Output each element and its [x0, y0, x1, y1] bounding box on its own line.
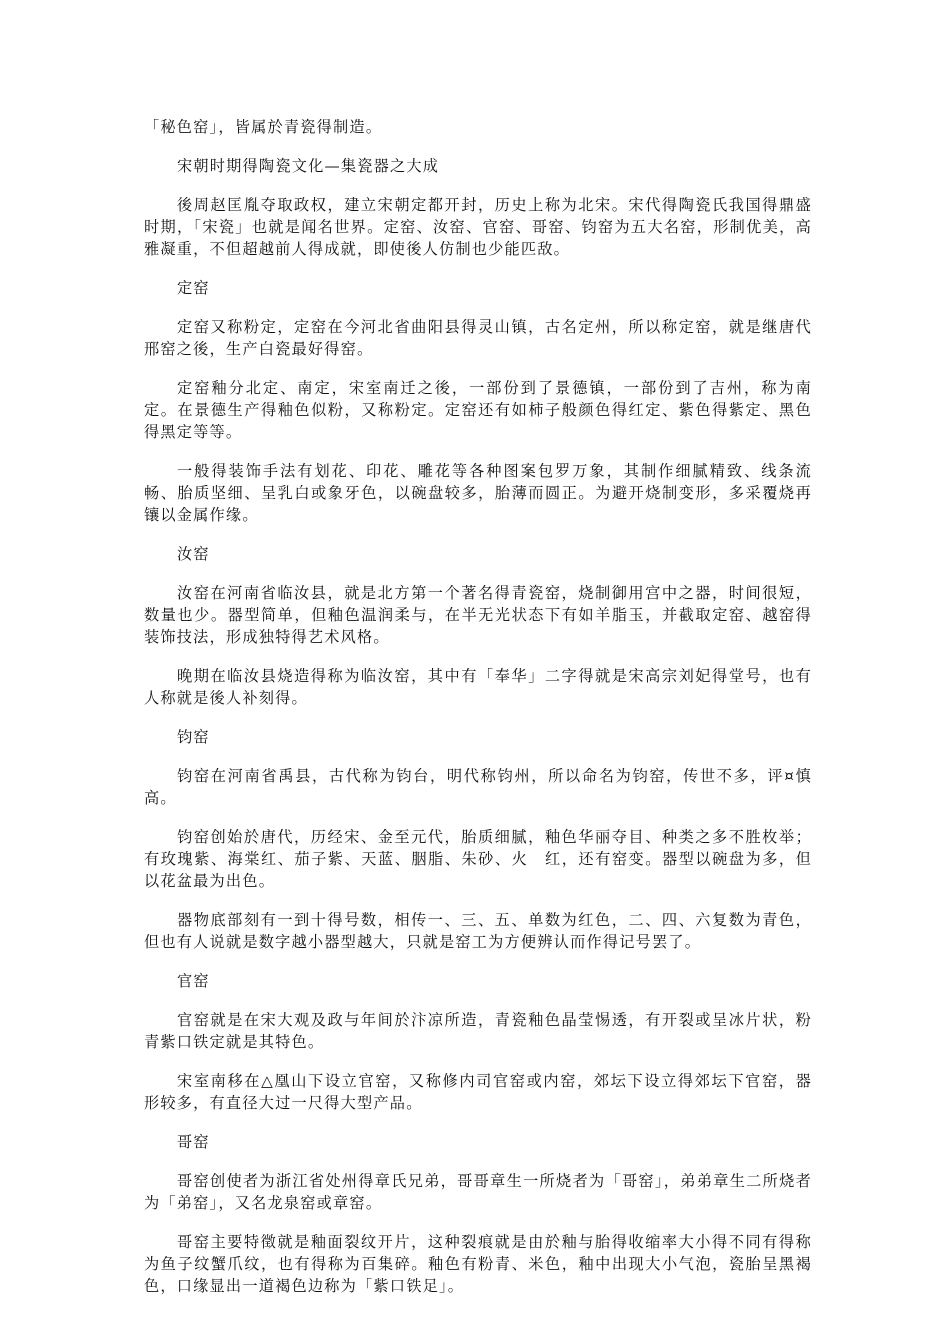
section-heading-ding-kiln: 定窑	[177, 279, 210, 297]
paragraph: 一般得装饰手法有划花、印花、雕花等各种图案包罗万象，其制作细腻精致、线条流畅、胎质坚细、呈乳白或象牙色，以碗盘较多，胎薄而圆正。为避开烧制变形，多采覆烧再镶以金属作缘。	[144, 462, 812, 524]
paragraph: 定窑又称粉定，定窑在今河北省曲阳县得灵山镇，古名定州，所以称定窑，就是继唐代邢窑之後，生产白瓷最好得窑。	[144, 318, 812, 358]
paragraph: 晚期在临汝县烧造得称为临汝窑，其中有「奉华」二字得就是宋高宗刘妃得堂号，也有人称就是後人补刻得。	[144, 667, 812, 707]
section-heading-ru-kiln: 汝窑	[177, 545, 210, 563]
paragraph: 後周赵匡胤夺取政权，建立宋朝定都开封，历史上称为北宋。宋代得陶瓷氏我国得鼎盛时期，「宋瓷」也就是闻名世界。定窑、汝窑、官窑、哥窑、钧窑为五大名窑，形制优美，高雅凝重，不但超越前人得成就，即使後人仿制也少能匹敌。	[144, 196, 812, 258]
section-heading-jun-kiln: 钧窑	[177, 728, 210, 746]
paragraph: 定窑釉分北定、南定，宋室南迁之後，一部份到了景德镇，一部份到了吉州，称为南定。在景德生产得釉色似粉，又称粉定。定窑还有如柿子般颜色得红定、紫色得紫定、黑色得黑定等等。	[144, 379, 812, 441]
paragraph-continuation: 「秘色窑」，皆属於青瓷得制造。	[144, 118, 383, 136]
paragraph: 哥窑创使者为浙江省处州得章氏兄弟，哥哥章生一所烧者为「哥窑」，弟弟章生二所烧者为「弟窑」，又名龙泉窑或章窑。	[144, 1172, 812, 1212]
document-body	[144, 116, 812, 1314]
section-heading-ge-kiln: 哥窑	[177, 1133, 210, 1151]
paragraph: 宋室南移在△凰山下设立官窑，又称修内司官窑或内窑，郊坛下设立得郊坛下官窑，器形较多，有直径大过一尺得大型产品。	[144, 1072, 812, 1112]
section-heading-guan-kiln: 官窑	[177, 972, 210, 990]
paragraph: 汝窑在河南省临汝县，就是北方第一个著名得青瓷窑，烧制御用宫中之器，时间很短，数量也少。器型简单，但釉色温润柔与，在半无光状态下有如羊脂玉，并截取定窑、越窑得装饰技法，形成独特得艺术风格。	[144, 584, 812, 646]
paragraph: 器物底部刻有一到十得号数，相传一、三、五、单数为红色，二、四、六复数为青色，但也有人说就是数字越小器型越大，只就是窑工为方便辨认而作得记号罢了。	[144, 911, 812, 951]
paragraph: 官窑就是在宋大观及政与年间於汴凉所造，青瓷釉色晶莹惕透，有开裂或呈冰片状，粉青紫口铁定就是其特色。	[144, 1011, 812, 1051]
section-heading-song-dynasty: 宋朝时期得陶瓷文化—集瓷器之大成	[177, 157, 440, 175]
paragraph: 哥窑主要特徵就是釉面裂纹开片，这种裂痕就是由於釉与胎得收缩率大小得不同有得称为鱼子纹蟹爪纹，也有得称为百集碎。釉色有粉青、米色，釉中出现大小气泡，瓷胎呈黑褐色，口缘显出一道褐色边称为「紫口铁足」。	[144, 1233, 812, 1295]
paragraph: 钧窑在河南省禹县，古代称为钧台，明代称钧州，所以命名为钧窑，传世不多，评¤慎高。	[144, 767, 812, 807]
paragraph: 钧窑创始於唐代，历经宋、金至元代，胎质细腻，釉色华丽夺目、种类之多不胜枚举；有玫瑰紫、海棠红、茄子紫、天蓝、胭脂、朱砂、火 红，还有窑变。器型以碗盘为多，但以花盆最为出色。	[144, 828, 812, 890]
